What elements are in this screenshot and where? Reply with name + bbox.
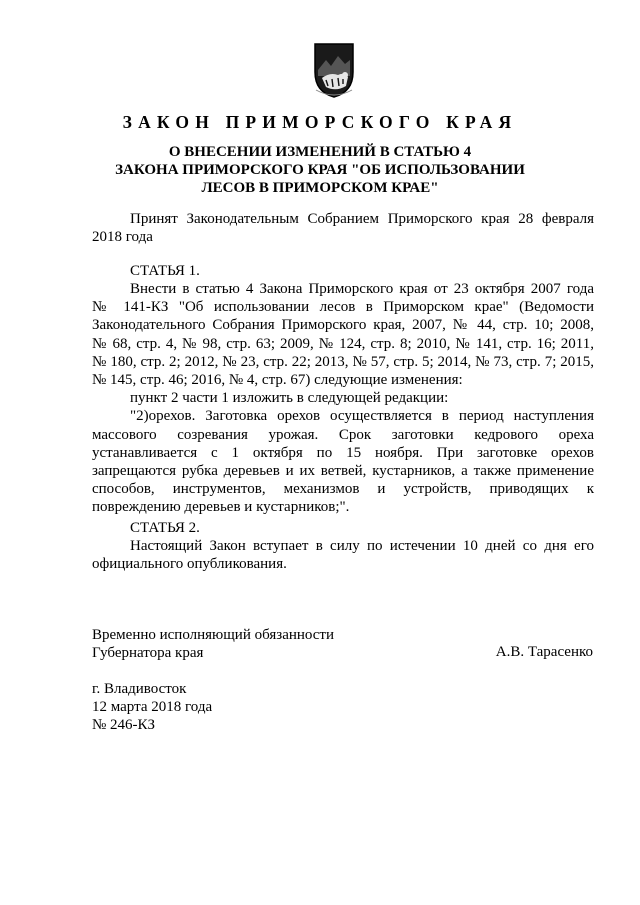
signer-name: А.В. Тарасенко	[495, 644, 593, 660]
signer-position-line-2: Губернатора края	[92, 645, 204, 662]
article-1-intro-line-6: № 145, стр. 46; 2016, № 4, стр. 67) следующие изменения:	[92, 372, 463, 389]
article-1-heading-block	[92, 262, 594, 280]
article-1-intro-line-3: Законодательного Собрания Приморского края, 2007, № 44, стр. 10; 2008,	[92, 317, 594, 334]
article-1-quote-line-6: повреждению деревьев и кустарников;".	[92, 499, 350, 516]
article-2-body	[92, 537, 594, 573]
law-subtitle-line-3: ЛЕСОВ В ПРИМОРСКОМ КРАЕ"	[201, 180, 439, 196]
article-1-quote-line-4: запрещаются рубка деревьев и их ветвей, кустарников, а также применение	[92, 463, 594, 480]
article-2-body-line-2: официального опубликования.	[92, 556, 287, 573]
accepted-line-2: 2018 года	[92, 229, 153, 246]
article-2-body-line-1: Настоящий Закон вступает в силу по истечении 10 дней со дня его	[130, 538, 594, 554]
signer-position-line-1: Временно исполняющий обязанности	[92, 627, 335, 643]
article-2-heading-block	[92, 519, 594, 537]
article-2-heading: СТАТЬЯ 2.	[130, 520, 200, 536]
accepted-statement	[92, 210, 594, 246]
signing-city: г. Владивосток	[92, 681, 187, 697]
article-1-intro-line-1: Внести в статью 4 Закона Приморского края от 23 октября 2007 года	[130, 281, 594, 297]
law-subtitle-line-2: ЗАКОНА ПРИМОРСКОГО КРАЯ "ОБ ИСПОЛЬЗОВАНИИ	[115, 162, 525, 178]
article-1-heading: СТАТЬЯ 1.	[130, 263, 200, 279]
article-1-quote-line-2: массового созревания урожая. Срок заготовки кедрового ореха	[92, 426, 594, 443]
accepted-line-1: Принят Законодательным Собранием Приморского края 28 февраля	[130, 211, 594, 227]
coat-of-arms-icon	[312, 42, 356, 98]
article-1-intro-line-5: № 180, стр. 2; 2012, № 23, стр. 22; 2013, № 57, стр. 5; 2014, № 73, стр. 7; 2015,	[92, 353, 594, 370]
article-1-point-line: пункт 2 части 1 изложить в следующей редакции:	[130, 390, 449, 407]
signing-place-date-number	[92, 680, 594, 735]
article-1-intro-line-4: № 68, стр. 4, № 98, стр. 63; 2009, № 124, стр. 8; 2010, № 141, стр. 16; 2011,	[92, 335, 594, 352]
article-1-intro-line-2: № 141-КЗ "Об использовании лесов в Приморском крае" (Ведомости	[92, 299, 594, 316]
article-1-body	[92, 280, 594, 517]
signing-date: 12 марта 2018 года	[92, 699, 213, 716]
law-title: ЗАКОН ПРИМОРСКОГО КРАЯ	[122, 112, 518, 132]
article-1-quote-line-1: "2)орехов. Заготовка орехов осуществляется в период наступления	[130, 408, 594, 425]
article-1-quote-line-3: устанавливается с 1 октября по 15 ноября. При заготовке орехов	[92, 444, 594, 461]
article-1-quote-line-5: способов, инструментов, механизмов и устройств, приводящих к	[92, 481, 594, 498]
law-number: № 246-КЗ	[92, 717, 156, 734]
law-subtitle-line-1: О ВНЕСЕНИИ ИЗМЕНЕНИЙ В СТАТЬЮ 4	[168, 144, 472, 160]
